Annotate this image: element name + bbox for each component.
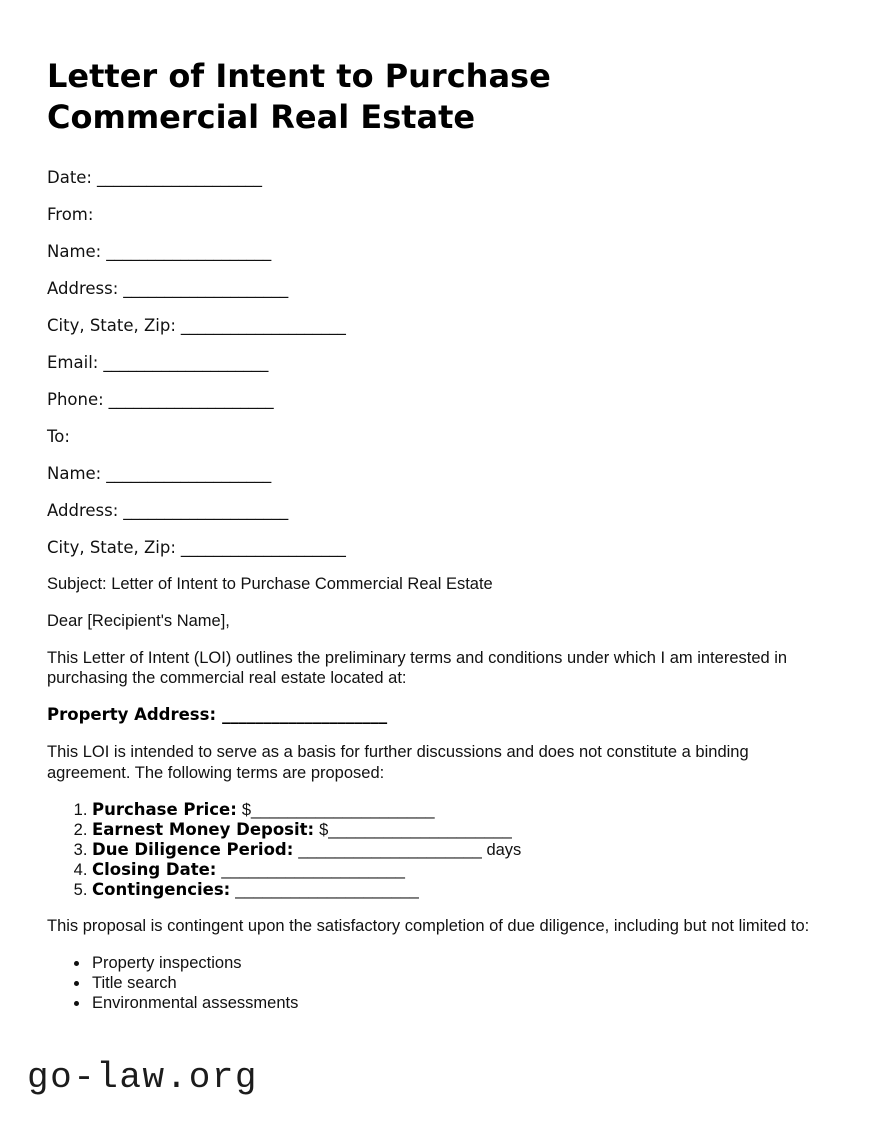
to-name-blank: ____________________ xyxy=(106,463,272,483)
to-address-label: Address: xyxy=(47,500,119,520)
term-contingencies-blank: ____________________ xyxy=(235,880,419,899)
to-address xyxy=(47,500,825,521)
term-due-diligence-label: Due Diligence Period: xyxy=(92,839,294,859)
term-due-diligence-blank: ____________________ days xyxy=(298,840,522,859)
from-name-blank: ____________________ xyxy=(106,241,272,261)
to-name xyxy=(47,463,825,484)
term-earnest-money-label: Earnest Money Deposit: xyxy=(92,819,315,839)
from-phone-blank: ____________________ xyxy=(108,389,274,409)
term-earnest-money-blank: $____________________ xyxy=(319,820,512,839)
field-date xyxy=(47,167,825,188)
due-diligence-item-inspections: • Property inspections xyxy=(90,953,825,973)
from-address-blank: ____________________ xyxy=(123,278,289,298)
term-closing-date xyxy=(92,860,825,880)
term-earnest-money xyxy=(92,820,825,840)
term-purchase-price xyxy=(92,800,825,820)
to-name-label: Name: xyxy=(47,463,102,483)
term-purchase-price-label: Purchase Price: xyxy=(92,799,237,819)
salutation: Dear [Recipient's Name], xyxy=(47,611,230,630)
contingency-paragraph: This proposal is contingent upon the satisfactory completion of due diligence, including but not limited to: xyxy=(47,917,810,936)
term-due-diligence xyxy=(92,840,825,860)
property-address-label-text: Property Address: xyxy=(47,705,217,725)
to-heading-label: To: xyxy=(47,426,70,446)
from-email-blank: ____________________ xyxy=(103,352,269,372)
from-heading xyxy=(47,204,825,225)
from-name-label: Name: xyxy=(47,241,102,261)
to-address-blank: ____________________ xyxy=(123,500,289,520)
from-name xyxy=(47,241,825,262)
from-email xyxy=(47,352,825,373)
property-address-label xyxy=(47,705,387,724)
from-city-state-zip-label: City, State, Zip: xyxy=(47,315,176,335)
to-city-state-zip-label: City, State, Zip: xyxy=(47,537,176,557)
from-phone xyxy=(47,389,825,410)
term-closing-date-label: Closing Date: xyxy=(92,859,217,879)
terms-list xyxy=(47,800,825,900)
from-city-state-zip xyxy=(47,315,825,336)
from-city-state-zip-blank: ____________________ xyxy=(180,315,346,335)
term-purchase-price-blank: $____________________ xyxy=(241,800,435,819)
term-contingencies-label: Contingencies: xyxy=(92,879,231,899)
property-address-line xyxy=(47,705,825,726)
intro-paragraph: This Letter of Intent (LOI) outlines the preliminary terms and conditions under which I am interested in purchasing the commercial real estate located at: xyxy=(47,648,788,688)
from-phone-label: Phone: xyxy=(47,389,104,409)
site-watermark: go-law.org xyxy=(27,1057,259,1098)
from-address xyxy=(47,278,825,299)
from-address-label: Address: xyxy=(47,278,119,298)
term-closing-date-blank: ____________________ xyxy=(221,860,405,879)
from-heading-label: From: xyxy=(47,204,94,224)
to-city-state-zip-blank: ____________________ xyxy=(180,537,346,557)
to-city-state-zip xyxy=(47,537,825,558)
document-title: Letter of Intent to Purchase Commercial Real Estate xyxy=(47,57,551,136)
basis-paragraph: This LOI is intended to serve as a basis for further discussions and does not constitute a binding agreement. The following terms are proposed: xyxy=(47,743,749,782)
due-diligence-item-environmental: • Environmental assessments xyxy=(90,993,825,1013)
field-date-blank: ____________________ xyxy=(97,167,262,187)
from-email-label: Email: xyxy=(47,352,99,372)
due-diligence-list xyxy=(47,953,825,1013)
term-contingencies xyxy=(92,880,825,900)
field-date-label: Date: xyxy=(47,167,92,187)
property-address-blank: ____________________ xyxy=(222,705,388,725)
to-heading xyxy=(47,426,825,447)
due-diligence-item-title-search: • Title search xyxy=(90,973,825,993)
subject-line: Subject: Letter of Intent to Purchase Commercial Real Estate xyxy=(47,574,493,593)
